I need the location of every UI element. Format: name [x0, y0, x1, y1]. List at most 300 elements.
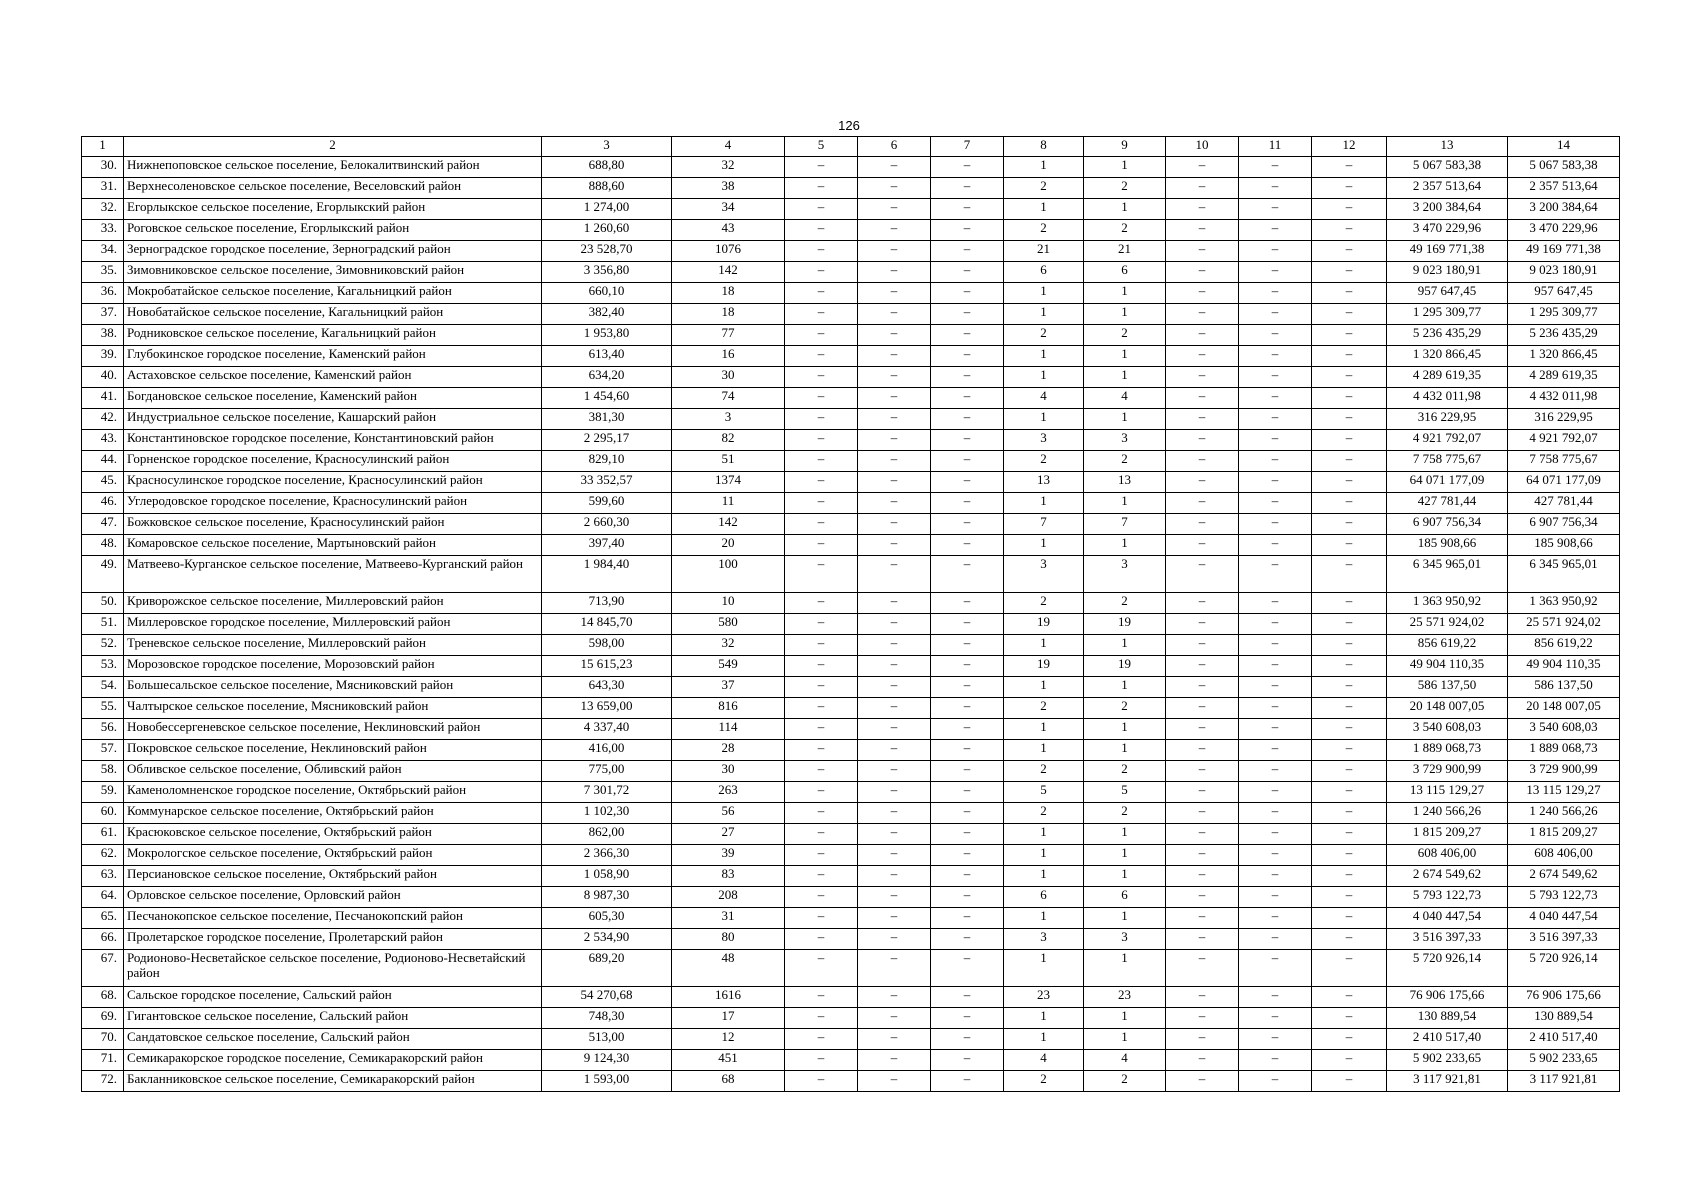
- cell-col-11: –: [1239, 367, 1312, 388]
- cell-col-11: –: [1239, 241, 1312, 262]
- cell-col-13: 185 908,66: [1387, 535, 1508, 556]
- cell-settlement-name: Гигантовское сельское поселение, Сальский район: [124, 1008, 542, 1029]
- cell-col-13: 5 067 583,38: [1387, 157, 1508, 178]
- cell-col-6: –: [858, 157, 931, 178]
- cell-col-8: 21: [1004, 241, 1084, 262]
- cell-col-8: 3: [1004, 556, 1084, 593]
- cell-col-3: 713,90: [542, 593, 672, 614]
- cell-col-11: –: [1239, 782, 1312, 803]
- cell-col-6: –: [858, 1029, 931, 1050]
- cell-col-8: 1: [1004, 824, 1084, 845]
- cell-col-10: –: [1166, 514, 1239, 535]
- cell-col-9: 2: [1084, 1071, 1166, 1092]
- cell-col-10: –: [1166, 451, 1239, 472]
- cell-col-14: 130 889,54: [1508, 1008, 1620, 1029]
- cell-col-12: –: [1312, 635, 1387, 656]
- cell-col-12: –: [1312, 325, 1387, 346]
- cell-col-11: –: [1239, 178, 1312, 199]
- cell-col-10: –: [1166, 430, 1239, 451]
- cell-col-11: –: [1239, 593, 1312, 614]
- cell-col-3: 382,40: [542, 304, 672, 325]
- cell-col-13: 5 720 926,14: [1387, 950, 1508, 987]
- cell-col-9: 1: [1084, 409, 1166, 430]
- cell-settlement-name: Коммунарское сельское поселение, Октябрьский район: [124, 803, 542, 824]
- cell-col-6: –: [858, 719, 931, 740]
- cell-col-13: 4 921 792,07: [1387, 430, 1508, 451]
- cell-col-6: –: [858, 887, 931, 908]
- cell-col-11: –: [1239, 740, 1312, 761]
- cell-row-number: 66.: [82, 929, 124, 950]
- cell-col-3: 33 352,57: [542, 472, 672, 493]
- cell-col-4: 83: [672, 866, 785, 887]
- table-row: [82, 430, 1620, 451]
- cell-col-4: 142: [672, 262, 785, 283]
- column-header: 11: [1239, 137, 1312, 157]
- table-row: [82, 514, 1620, 535]
- cell-col-7: –: [931, 262, 1004, 283]
- column-header: 10: [1166, 137, 1239, 157]
- table-row: [82, 698, 1620, 719]
- cell-row-number: 68.: [82, 987, 124, 1008]
- cell-col-14: 20 148 007,05: [1508, 698, 1620, 719]
- cell-col-11: –: [1239, 950, 1312, 987]
- cell-col-13: 2 357 513,64: [1387, 178, 1508, 199]
- cell-settlement-name: Божковское сельское поселение, Красносулинский район: [124, 514, 542, 535]
- cell-col-9: 2: [1084, 325, 1166, 346]
- cell-settlement-name: Верхнесоленовское сельское поселение, Веселовский район: [124, 178, 542, 199]
- table-row: [82, 178, 1620, 199]
- cell-col-7: –: [931, 845, 1004, 866]
- cell-row-number: 46.: [82, 493, 124, 514]
- cell-col-14: 6 907 756,34: [1508, 514, 1620, 535]
- cell-settlement-name: Егорлыкское сельское поселение, Егорлыкский район: [124, 199, 542, 220]
- cell-settlement-name: Комаровское сельское поселение, Мартыновский район: [124, 535, 542, 556]
- cell-settlement-name: Зимовниковское сельское поселение, Зимовниковский район: [124, 262, 542, 283]
- cell-col-7: –: [931, 824, 1004, 845]
- cell-settlement-name: Песчанокопское сельское поселение, Песчанокопский район: [124, 908, 542, 929]
- cell-col-13: 6 345 965,01: [1387, 556, 1508, 593]
- cell-col-3: 688,80: [542, 157, 672, 178]
- cell-col-13: 427 781,44: [1387, 493, 1508, 514]
- cell-settlement-name: Криворожское сельское поселение, Миллеровский район: [124, 593, 542, 614]
- cell-col-4: 32: [672, 157, 785, 178]
- cell-col-14: 316 229,95: [1508, 409, 1620, 430]
- cell-col-7: –: [931, 556, 1004, 593]
- cell-settlement-name: Мокробатайское сельское поселение, Кагальницкий район: [124, 283, 542, 304]
- cell-settlement-name: Сальское городское поселение, Сальский район: [124, 987, 542, 1008]
- cell-col-7: –: [931, 220, 1004, 241]
- cell-col-12: –: [1312, 409, 1387, 430]
- cell-col-13: 4 040 447,54: [1387, 908, 1508, 929]
- cell-col-11: –: [1239, 698, 1312, 719]
- table-row: [82, 1008, 1620, 1029]
- table-row: [82, 929, 1620, 950]
- cell-col-9: 1: [1084, 908, 1166, 929]
- cell-col-6: –: [858, 514, 931, 535]
- table-row: [82, 1071, 1620, 1092]
- cell-col-7: –: [931, 388, 1004, 409]
- cell-col-7: –: [931, 514, 1004, 535]
- cell-col-9: 3: [1084, 556, 1166, 593]
- cell-col-8: 1: [1004, 677, 1084, 698]
- cell-col-3: 748,30: [542, 1008, 672, 1029]
- cell-col-14: 1 295 309,77: [1508, 304, 1620, 325]
- cell-col-3: 775,00: [542, 761, 672, 782]
- cell-col-7: –: [931, 698, 1004, 719]
- cell-col-6: –: [858, 614, 931, 635]
- cell-col-14: 5 793 122,73: [1508, 887, 1620, 908]
- cell-col-12: –: [1312, 262, 1387, 283]
- cell-col-7: –: [931, 346, 1004, 367]
- cell-col-6: –: [858, 409, 931, 430]
- cell-col-5: –: [785, 472, 858, 493]
- table-row: [82, 782, 1620, 803]
- cell-col-13: 4 432 011,98: [1387, 388, 1508, 409]
- cell-row-number: 43.: [82, 430, 124, 451]
- cell-col-5: –: [785, 283, 858, 304]
- cell-col-7: –: [931, 866, 1004, 887]
- cell-col-5: –: [785, 220, 858, 241]
- cell-col-12: –: [1312, 1029, 1387, 1050]
- cell-col-10: –: [1166, 409, 1239, 430]
- cell-col-12: –: [1312, 283, 1387, 304]
- cell-col-4: 38: [672, 178, 785, 199]
- cell-col-5: –: [785, 635, 858, 656]
- cell-col-12: –: [1312, 719, 1387, 740]
- cell-col-8: 1: [1004, 866, 1084, 887]
- cell-col-10: –: [1166, 698, 1239, 719]
- cell-col-7: –: [931, 304, 1004, 325]
- cell-col-5: –: [785, 761, 858, 782]
- cell-col-4: 32: [672, 635, 785, 656]
- cell-col-8: 1: [1004, 1029, 1084, 1050]
- cell-col-5: –: [785, 614, 858, 635]
- cell-col-10: –: [1166, 740, 1239, 761]
- cell-col-9: 1: [1084, 346, 1166, 367]
- cell-col-10: –: [1166, 656, 1239, 677]
- cell-col-4: 549: [672, 656, 785, 677]
- cell-col-10: –: [1166, 220, 1239, 241]
- cell-col-14: 3 470 229,96: [1508, 220, 1620, 241]
- table-row: [82, 409, 1620, 430]
- cell-col-8: 2: [1004, 451, 1084, 472]
- cell-col-12: –: [1312, 493, 1387, 514]
- cell-col-3: 513,00: [542, 1029, 672, 1050]
- cell-col-9: 1: [1084, 950, 1166, 987]
- cell-col-13: 20 148 007,05: [1387, 698, 1508, 719]
- table-row: [82, 325, 1620, 346]
- cell-col-11: –: [1239, 325, 1312, 346]
- cell-col-6: –: [858, 824, 931, 845]
- cell-settlement-name: Богдановское сельское поселение, Каменский район: [124, 388, 542, 409]
- cell-col-12: –: [1312, 1008, 1387, 1029]
- cell-col-6: –: [858, 929, 931, 950]
- cell-col-14: 4 289 619,35: [1508, 367, 1620, 388]
- cell-col-11: –: [1239, 199, 1312, 220]
- cell-col-13: 3 117 921,81: [1387, 1071, 1508, 1092]
- column-header: 9: [1084, 137, 1166, 157]
- cell-col-11: –: [1239, 1008, 1312, 1029]
- cell-row-number: 34.: [82, 241, 124, 262]
- cell-settlement-name: Новобатайское сельское поселение, Кагальницкий район: [124, 304, 542, 325]
- cell-row-number: 56.: [82, 719, 124, 740]
- cell-col-4: 30: [672, 367, 785, 388]
- cell-col-10: –: [1166, 325, 1239, 346]
- cell-col-3: 829,10: [542, 451, 672, 472]
- cell-col-3: 660,10: [542, 283, 672, 304]
- cell-col-11: –: [1239, 1029, 1312, 1050]
- cell-col-13: 13 115 129,27: [1387, 782, 1508, 803]
- table-row: [82, 535, 1620, 556]
- cell-col-5: –: [785, 987, 858, 1008]
- cell-col-6: –: [858, 535, 931, 556]
- cell-col-3: 605,30: [542, 908, 672, 929]
- cell-col-10: –: [1166, 677, 1239, 698]
- cell-col-5: –: [785, 367, 858, 388]
- cell-col-14: 1 815 209,27: [1508, 824, 1620, 845]
- column-header: 14: [1508, 137, 1620, 157]
- cell-col-14: 4 921 792,07: [1508, 430, 1620, 451]
- cell-col-11: –: [1239, 346, 1312, 367]
- cell-settlement-name: Красносулинское городское поселение, Красносулинский район: [124, 472, 542, 493]
- cell-row-number: 50.: [82, 593, 124, 614]
- cell-col-14: 427 781,44: [1508, 493, 1620, 514]
- table-row: [82, 1050, 1620, 1071]
- cell-col-4: 51: [672, 451, 785, 472]
- cell-settlement-name: Большесальское сельское поселение, Мясниковский район: [124, 677, 542, 698]
- cell-col-13: 64 071 177,09: [1387, 472, 1508, 493]
- cell-col-9: 1: [1084, 493, 1166, 514]
- cell-col-10: –: [1166, 782, 1239, 803]
- column-header: 5: [785, 137, 858, 157]
- cell-row-number: 67.: [82, 950, 124, 987]
- cell-col-8: 1: [1004, 199, 1084, 220]
- cell-col-7: –: [931, 929, 1004, 950]
- cell-settlement-name: Каменоломненское городское поселение, Октябрьский район: [124, 782, 542, 803]
- cell-col-5: –: [785, 535, 858, 556]
- cell-col-11: –: [1239, 635, 1312, 656]
- cell-col-10: –: [1166, 472, 1239, 493]
- cell-col-7: –: [931, 656, 1004, 677]
- cell-col-5: –: [785, 493, 858, 514]
- cell-col-14: 3 516 397,33: [1508, 929, 1620, 950]
- cell-col-11: –: [1239, 262, 1312, 283]
- table-row: [82, 845, 1620, 866]
- cell-col-9: 23: [1084, 987, 1166, 1008]
- cell-col-6: –: [858, 987, 931, 1008]
- cell-col-10: –: [1166, 761, 1239, 782]
- cell-col-11: –: [1239, 388, 1312, 409]
- cell-col-9: 2: [1084, 451, 1166, 472]
- cell-col-3: 862,00: [542, 824, 672, 845]
- cell-col-10: –: [1166, 283, 1239, 304]
- cell-col-3: 1 274,00: [542, 199, 672, 220]
- cell-col-3: 598,00: [542, 635, 672, 656]
- cell-col-11: –: [1239, 283, 1312, 304]
- cell-col-5: –: [785, 866, 858, 887]
- cell-col-3: 397,40: [542, 535, 672, 556]
- cell-col-9: 2: [1084, 761, 1166, 782]
- cell-col-4: 27: [672, 824, 785, 845]
- table-row: [82, 346, 1620, 367]
- cell-col-9: 1: [1084, 535, 1166, 556]
- cell-row-number: 62.: [82, 845, 124, 866]
- cell-col-7: –: [931, 987, 1004, 1008]
- cell-col-11: –: [1239, 908, 1312, 929]
- cell-col-13: 856 619,22: [1387, 635, 1508, 656]
- table-row: [82, 803, 1620, 824]
- cell-col-5: –: [785, 178, 858, 199]
- cell-col-4: 580: [672, 614, 785, 635]
- cell-col-14: 2 410 517,40: [1508, 1029, 1620, 1050]
- cell-settlement-name: Треневское сельское поселение, Миллеровский район: [124, 635, 542, 656]
- table-row: [82, 388, 1620, 409]
- table-row: [82, 987, 1620, 1008]
- cell-row-number: 72.: [82, 1071, 124, 1092]
- cell-col-5: –: [785, 908, 858, 929]
- cell-col-13: 9 023 180,91: [1387, 262, 1508, 283]
- cell-col-5: –: [785, 950, 858, 987]
- cell-col-9: 1: [1084, 677, 1166, 698]
- cell-col-8: 4: [1004, 1050, 1084, 1071]
- cell-settlement-name: Орловское сельское поселение, Орловский район: [124, 887, 542, 908]
- cell-row-number: 47.: [82, 514, 124, 535]
- cell-col-5: –: [785, 304, 858, 325]
- cell-col-6: –: [858, 782, 931, 803]
- cell-col-12: –: [1312, 472, 1387, 493]
- cell-col-10: –: [1166, 1029, 1239, 1050]
- cell-col-3: 1 953,80: [542, 325, 672, 346]
- cell-col-5: –: [785, 803, 858, 824]
- cell-col-8: 3: [1004, 929, 1084, 950]
- cell-col-10: –: [1166, 556, 1239, 593]
- cell-settlement-name: Константиновское городское поселение, Константиновский район: [124, 430, 542, 451]
- cell-settlement-name: Родионово-Несветайское сельское поселение, Родионово-Несветайский район: [124, 950, 542, 987]
- cell-col-13: 6 907 756,34: [1387, 514, 1508, 535]
- column-header: 13: [1387, 137, 1508, 157]
- cell-col-7: –: [931, 157, 1004, 178]
- cell-col-5: –: [785, 677, 858, 698]
- cell-col-3: 416,00: [542, 740, 672, 761]
- cell-col-4: 34: [672, 199, 785, 220]
- cell-col-6: –: [858, 950, 931, 987]
- cell-col-9: 1: [1084, 635, 1166, 656]
- cell-col-13: 957 647,45: [1387, 283, 1508, 304]
- cell-settlement-name: Покровское сельское поселение, Неклиновский район: [124, 740, 542, 761]
- cell-col-10: –: [1166, 241, 1239, 262]
- cell-col-7: –: [931, 430, 1004, 451]
- cell-row-number: 41.: [82, 388, 124, 409]
- cell-col-14: 49 904 110,35: [1508, 656, 1620, 677]
- cell-col-8: 1: [1004, 346, 1084, 367]
- cell-row-number: 33.: [82, 220, 124, 241]
- cell-col-4: 1374: [672, 472, 785, 493]
- cell-col-9: 1: [1084, 199, 1166, 220]
- cell-col-6: –: [858, 220, 931, 241]
- cell-col-5: –: [785, 514, 858, 535]
- cell-settlement-name: Морозовское городское поселение, Морозовский район: [124, 656, 542, 677]
- cell-col-7: –: [931, 635, 1004, 656]
- column-header: 7: [931, 137, 1004, 157]
- cell-col-4: 74: [672, 388, 785, 409]
- cell-col-14: 6 345 965,01: [1508, 556, 1620, 593]
- cell-col-8: 2: [1004, 803, 1084, 824]
- cell-col-13: 130 889,54: [1387, 1008, 1508, 1029]
- cell-col-13: 586 137,50: [1387, 677, 1508, 698]
- cell-col-5: –: [785, 1008, 858, 1029]
- cell-col-3: 1 593,00: [542, 1071, 672, 1092]
- cell-col-6: –: [858, 430, 931, 451]
- cell-col-7: –: [931, 677, 1004, 698]
- table-row: [82, 367, 1620, 388]
- cell-col-10: –: [1166, 157, 1239, 178]
- cell-col-14: 608 406,00: [1508, 845, 1620, 866]
- cell-col-10: –: [1166, 929, 1239, 950]
- cell-col-12: –: [1312, 698, 1387, 719]
- cell-col-9: 2: [1084, 698, 1166, 719]
- cell-row-number: 44.: [82, 451, 124, 472]
- cell-col-4: 16: [672, 346, 785, 367]
- cell-col-14: 4 432 011,98: [1508, 388, 1620, 409]
- cell-col-12: –: [1312, 908, 1387, 929]
- cell-col-11: –: [1239, 304, 1312, 325]
- cell-col-5: –: [785, 1071, 858, 1092]
- cell-col-12: –: [1312, 430, 1387, 451]
- cell-col-14: 185 908,66: [1508, 535, 1620, 556]
- cell-col-7: –: [931, 1071, 1004, 1092]
- cell-col-4: 80: [672, 929, 785, 950]
- cell-col-12: –: [1312, 346, 1387, 367]
- cell-col-9: 4: [1084, 1050, 1166, 1071]
- cell-col-7: –: [931, 740, 1004, 761]
- table-row: [82, 1029, 1620, 1050]
- cell-col-14: 3 200 384,64: [1508, 199, 1620, 220]
- cell-col-10: –: [1166, 593, 1239, 614]
- cell-row-number: 63.: [82, 866, 124, 887]
- cell-col-8: 2: [1004, 593, 1084, 614]
- cell-col-14: 586 137,50: [1508, 677, 1620, 698]
- cell-col-10: –: [1166, 535, 1239, 556]
- cell-col-11: –: [1239, 430, 1312, 451]
- cell-settlement-name: Семикаракорское городское поселение, Семикаракорский район: [124, 1050, 542, 1071]
- cell-col-8: 2: [1004, 178, 1084, 199]
- cell-col-4: 48: [672, 950, 785, 987]
- cell-col-10: –: [1166, 304, 1239, 325]
- cell-col-9: 1: [1084, 866, 1166, 887]
- cell-col-10: –: [1166, 803, 1239, 824]
- cell-row-number: 52.: [82, 635, 124, 656]
- cell-col-7: –: [931, 719, 1004, 740]
- cell-col-14: 957 647,45: [1508, 283, 1620, 304]
- cell-col-6: –: [858, 493, 931, 514]
- cell-col-8: 19: [1004, 656, 1084, 677]
- column-header: 8: [1004, 137, 1084, 157]
- cell-col-5: –: [785, 262, 858, 283]
- table-row: [82, 614, 1620, 635]
- cell-col-11: –: [1239, 451, 1312, 472]
- cell-col-7: –: [931, 908, 1004, 929]
- cell-col-14: 64 071 177,09: [1508, 472, 1620, 493]
- cell-col-9: 1: [1084, 740, 1166, 761]
- cell-col-4: 77: [672, 325, 785, 346]
- cell-col-6: –: [858, 283, 931, 304]
- cell-col-14: 76 906 175,66: [1508, 987, 1620, 1008]
- cell-col-9: 3: [1084, 929, 1166, 950]
- cell-col-14: 25 571 924,02: [1508, 614, 1620, 635]
- cell-col-3: 14 845,70: [542, 614, 672, 635]
- settlements-table: [81, 136, 1620, 1092]
- column-header: 12: [1312, 137, 1387, 157]
